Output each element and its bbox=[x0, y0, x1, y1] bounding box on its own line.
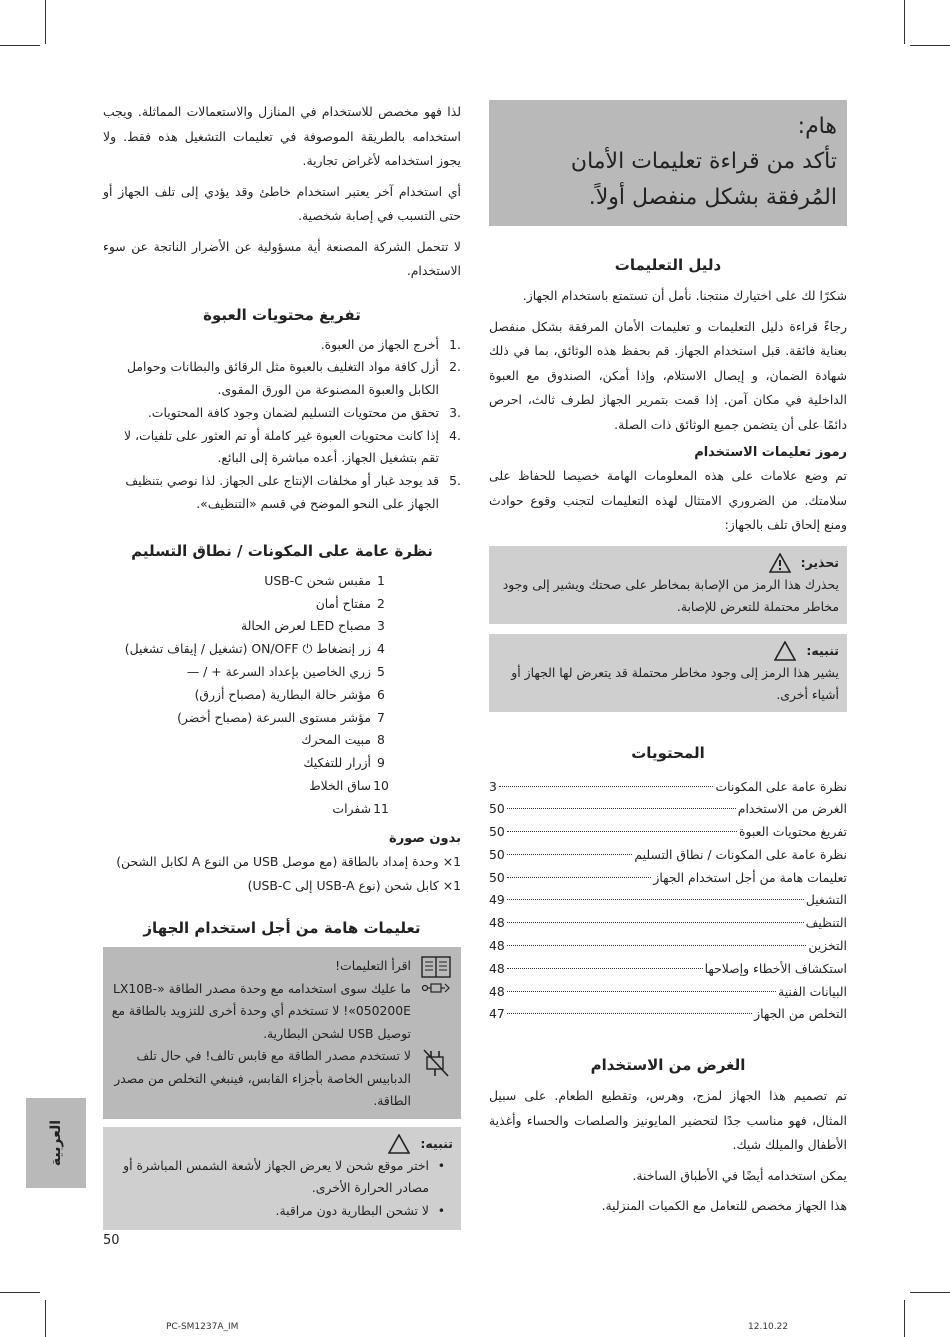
warning-box bbox=[489, 546, 847, 624]
instructions-box bbox=[103, 947, 461, 1119]
part-number: 3 bbox=[377, 618, 385, 634]
symbols-heading: رموز تعليمات الاستخدام bbox=[694, 445, 847, 460]
crop-mark bbox=[910, 1292, 950, 1293]
step-text: تحقق من محتويات التسليم لضمان وجود كافة المحتويات. bbox=[147, 404, 439, 420]
caution-text: يشير هذا الرمز إلى وجود مخاطر محتملة قد يتعرض لها الجهاز أو أشياء أخرى. bbox=[511, 664, 839, 702]
part-label: مؤشر حالة البطارية (مصباح أزرق) bbox=[194, 686, 371, 702]
toc-row[interactable] bbox=[489, 912, 847, 935]
part-label: مصباح LED لعرض الحالة bbox=[241, 618, 371, 634]
toc-row[interactable] bbox=[489, 958, 847, 981]
list-item bbox=[103, 615, 391, 638]
toc-page: 48 bbox=[489, 960, 505, 976]
list-item bbox=[103, 638, 391, 661]
language-label: العربية bbox=[48, 1119, 64, 1167]
crop-mark bbox=[910, 45, 950, 46]
part-label: شفرات bbox=[332, 800, 371, 816]
part-label: زر إنضغاط ⏻ ON/OFF (تشغيل / إيقاف تشغيل) bbox=[124, 641, 371, 657]
important-use-heading: تعليمات هامة من أجل استخدام الجهاز bbox=[143, 918, 421, 937]
toc-page: 47 bbox=[489, 1006, 505, 1022]
intro-paragraph: لذا فهو مخصص للاستخدام في المنازل والاستعمالات المماثلة. ويجب استخدامه بالطريقة الموصوفة في تعليمات التشغيل هذه فقط. ولا يجوز استخدامه لأغراض تجارية. bbox=[103, 104, 461, 168]
overview-heading: نظرة عامة على المكونات / نطاق التسليم bbox=[131, 541, 433, 560]
list-item bbox=[103, 775, 391, 798]
toc-leader bbox=[507, 877, 652, 878]
step-text: أخرج الجهاز من العبوة. bbox=[320, 336, 439, 352]
list-item bbox=[103, 402, 461, 425]
power-supply-text: ما عليك سوى استخدامه مع وحدة مصدر الطاقة «LX10B-050200E»! لا تستخدم أي وحدة أخرى للتزويد بالطاقة مع توصيل USB لشحن البطارية. bbox=[111, 980, 411, 1041]
part-number: 10 bbox=[373, 778, 389, 794]
purpose-paragraph: تم تصميم هذا الجهاز لمزج، وهرس، وتقطيع الطعام. على سبيل المثال، فهو مناسب جدًا لتحضير المايونيز والصلصات والحساء وأغذية الأطفال والميلك شيك. bbox=[489, 1088, 847, 1153]
toc-title: تعليمات هامة من أجل استخدام الجهاز bbox=[653, 869, 847, 885]
toc-title: استكشاف الأخطاء وإصلاحها bbox=[704, 960, 847, 976]
toc-title: تفريغ محتويات العبوة bbox=[739, 824, 847, 840]
toc-row[interactable] bbox=[489, 1003, 847, 1026]
list-item bbox=[103, 593, 391, 616]
list-item bbox=[103, 570, 391, 593]
toc-leader bbox=[507, 899, 804, 900]
crop-mark bbox=[904, 0, 905, 44]
toc-leader bbox=[499, 786, 714, 787]
list-item: • اختر موقع شحن لا يعرض الجهاز لأشعة الشمس المباشرة أو مصادر الحرارة الأخرى. bbox=[111, 1155, 447, 1200]
caution-box bbox=[489, 634, 847, 712]
purpose-paragraph: يمكن استخدامه أيضًا في الأطباق الساخنة. bbox=[632, 1167, 847, 1183]
part-label: مبيت المحرك bbox=[301, 732, 371, 748]
no-image-heading: بدون صورة bbox=[389, 830, 461, 846]
list-item bbox=[103, 707, 391, 730]
step-number: 2. bbox=[449, 359, 461, 375]
purpose-paragraph: هذا الجهاز مخصص للتعامل مع الكميات المنزلية. bbox=[601, 1198, 847, 1214]
table-of-contents bbox=[489, 776, 847, 1027]
toc-row[interactable] bbox=[489, 981, 847, 1004]
toc-row[interactable] bbox=[489, 889, 847, 912]
step-text: قد يوجد غبار أو مخلفات الإنتاج على الجهاز. لذا نوصي بتنظيف الجهاز على النحو الموضح في قسم «التنظيف». bbox=[125, 473, 439, 512]
toc-title: التشغيل bbox=[805, 892, 847, 908]
part-number: 2 bbox=[377, 595, 385, 611]
no-image-item: 1× وحدة إمداد بالطاقة (مع موصل USB من النوع A لكابل الشحن) bbox=[116, 853, 461, 869]
list-item bbox=[103, 470, 461, 516]
crop-mark bbox=[45, 1300, 46, 1337]
toc-page: 50 bbox=[489, 846, 505, 862]
list-item bbox=[103, 356, 461, 402]
caution-triangle-icon bbox=[774, 641, 796, 661]
toc-title: التخلص من الجهاز bbox=[754, 1006, 847, 1022]
caution-label: تنبيه: bbox=[420, 1135, 453, 1151]
part-label: أزرار للتفكيك bbox=[303, 755, 371, 771]
crop-mark bbox=[45, 0, 46, 44]
parts-list bbox=[103, 570, 391, 821]
toc-leader bbox=[507, 854, 633, 855]
part-label: مفتاح أمان bbox=[315, 595, 371, 611]
warning-triangle-icon bbox=[769, 553, 791, 573]
unpacking-steps bbox=[103, 334, 461, 516]
warning-text: يحذرك هذا الرمز من الإصابة بمخاطر على صحتك ويشير إلى وجود مخاطر محتملة للتعرض للإصابة. bbox=[502, 576, 839, 614]
toc-row[interactable] bbox=[489, 798, 847, 821]
unpacking-heading: تفريغ محتويات العبوة bbox=[203, 305, 361, 324]
right-column bbox=[489, 100, 847, 1225]
caution-triangle-icon bbox=[388, 1134, 410, 1154]
part-label: زري الخاصين بإعداد السرعة + / — bbox=[186, 664, 371, 680]
step-number: 5. bbox=[449, 473, 461, 489]
important-title: :هام bbox=[797, 114, 837, 139]
intro-paragraph: لا تتحمل الشركة المصنعة أية مسؤولية عن الأضرار الناتجة عن سوء الاستخدام. bbox=[103, 238, 461, 278]
toc-page: 48 bbox=[489, 983, 505, 999]
part-number: 11 bbox=[373, 800, 389, 816]
warning-label: تحذير: bbox=[800, 554, 839, 570]
language-tab bbox=[26, 1098, 86, 1188]
toc-title: التخزين bbox=[808, 938, 847, 954]
step-text: إذا كانت محتويات العبوة غير كاملة أو تم العثور على تلفيات، لا تقم بتشغيل الجهاز. أعده مباشرة إلى البائع. bbox=[124, 427, 439, 466]
toc-leader bbox=[507, 922, 804, 923]
part-label: مقبس شحن USB-C bbox=[264, 572, 371, 588]
part-number: 4 bbox=[377, 641, 385, 657]
toc-leader bbox=[507, 968, 703, 969]
toc-heading: المحتويات bbox=[631, 743, 705, 762]
step-number: 3. bbox=[449, 404, 461, 420]
book-icon bbox=[419, 953, 453, 978]
toc-leader bbox=[507, 945, 807, 946]
toc-row[interactable] bbox=[489, 844, 847, 867]
damaged-plug-text: لا تستخدم مصدر الطاقة مع قابس تالف! في حال تلف الدبابيس الخاصة بأجزاء القابس، فينبغي التخلص من مصدر الطاقة. bbox=[114, 1048, 411, 1109]
part-number: 5 bbox=[377, 664, 385, 680]
step-number: 4. bbox=[449, 427, 461, 443]
intro-paragraph: أي استخدام آخر يعتبر استخدام خاطئ وقد يؤدي إلى تلف الجهاز أو حتى التسبب في إصابة شخصية. bbox=[103, 183, 461, 223]
toc-title: نظرة عامة على المكونات / نطاق التسليم bbox=[634, 846, 847, 862]
toc-page: 48 bbox=[489, 915, 505, 931]
damaged-plug-icon bbox=[419, 1045, 453, 1113]
list-item bbox=[103, 798, 391, 821]
guide-paragraph: رجاءً قراءة دليل التعليمات و تعليمات الأمان المرفقة بشكل منفصل بعناية فائقة. قبل استخدام الجهاز. قم بحفظ هذه الوثائق، بما في ذلك شهادة الضمان، و إيصال الاستلام، وإذا أمكن، الصندوق مع العبوة الداخلية في مكان آمن. إذا قمت بتمرير الجهاز لطرف ثالث، احرص دائمًا على أن يتضمن جميع الوثائق ذات الصلة. bbox=[489, 318, 847, 432]
important-notice bbox=[489, 100, 847, 226]
charging-caution-box bbox=[103, 1127, 461, 1231]
toc-title: التنظيف bbox=[805, 915, 847, 931]
part-number: 8 bbox=[377, 732, 385, 748]
list-item bbox=[103, 425, 461, 471]
guide-heading: دليل التعليمات bbox=[614, 256, 722, 274]
toc-leader bbox=[507, 1013, 752, 1014]
left-column bbox=[103, 100, 461, 1230]
footer-document-code: PC-SM1237A_IM bbox=[166, 1322, 239, 1332]
list-item bbox=[103, 752, 391, 775]
toc-row[interactable] bbox=[489, 776, 847, 799]
important-text: تأكد من قراءة تعليمات الأمان المُرفقة بشكل منفصل أولاً. bbox=[570, 149, 837, 210]
caution-list bbox=[111, 1155, 447, 1223]
caution-label: تنبيه: bbox=[806, 642, 839, 658]
read-instructions-label: اقرأ التعليمات! bbox=[335, 957, 411, 973]
step-text: أزل كافة مواد التغليف بالعبوة مثل الرقائق والبطانات وحوامل الكابل والعبوة المصنوعة من الورق المقوى. bbox=[127, 359, 439, 398]
part-label: مؤشر مستوى السرعة (مصباح أخضر) bbox=[177, 709, 371, 725]
list-item: • لا تشحن البطارية دون مراقبة. bbox=[111, 1200, 447, 1223]
purpose-heading: الغرض من الاستخدام bbox=[590, 1056, 746, 1075]
toc-title: نظرة عامة على المكونات bbox=[715, 778, 847, 794]
toc-leader bbox=[507, 991, 776, 992]
toc-page: 48 bbox=[489, 938, 505, 954]
power-supply-icon bbox=[419, 978, 453, 1046]
footer-date: 12.10.22 bbox=[748, 1322, 789, 1332]
symbols-paragraph: تم وضع علامات على هذه المعلومات الهامة خصيصا للحفاظ على سلامتك. من الضروري الامتثال لهذه التعليمات لتجنب وقوع حوادث ومنع إلحاق تلف بالجهاز: bbox=[489, 468, 847, 532]
crop-mark bbox=[0, 45, 40, 46]
part-number: 1 bbox=[377, 572, 385, 588]
step-number: 1. bbox=[449, 336, 461, 352]
toc-page: 50 bbox=[489, 801, 505, 817]
toc-row[interactable] bbox=[489, 821, 847, 844]
toc-leader bbox=[507, 831, 737, 832]
toc-row[interactable] bbox=[489, 867, 847, 890]
toc-title: الغرض من الاستخدام bbox=[737, 801, 847, 817]
list-item bbox=[103, 729, 391, 752]
no-image-item: 1× كابل شحن (نوع USB-A إلى USB-C) bbox=[247, 878, 461, 894]
part-label: ساق الخلاط bbox=[309, 778, 371, 794]
guide-paragraph: شكرًا لك على اختيارك منتجنا. نأمل أن تستمتع باستخدام الجهاز. bbox=[522, 288, 847, 303]
toc-page: 50 bbox=[489, 824, 505, 840]
toc-page: 50 bbox=[489, 869, 505, 885]
toc-leader bbox=[507, 808, 736, 809]
list-item bbox=[103, 684, 391, 707]
crop-mark bbox=[904, 1300, 905, 1337]
part-number: 7 bbox=[377, 709, 385, 725]
list-item bbox=[103, 334, 461, 357]
toc-page: 3 bbox=[489, 778, 497, 794]
toc-row[interactable] bbox=[489, 935, 847, 958]
list-item bbox=[103, 661, 391, 684]
toc-title: البيانات الفنية bbox=[778, 983, 847, 999]
crop-mark bbox=[0, 1292, 40, 1293]
page-number: 50 bbox=[103, 1233, 120, 1248]
part-number: 6 bbox=[377, 686, 385, 702]
part-number: 9 bbox=[377, 755, 385, 771]
toc-page: 49 bbox=[489, 892, 505, 908]
